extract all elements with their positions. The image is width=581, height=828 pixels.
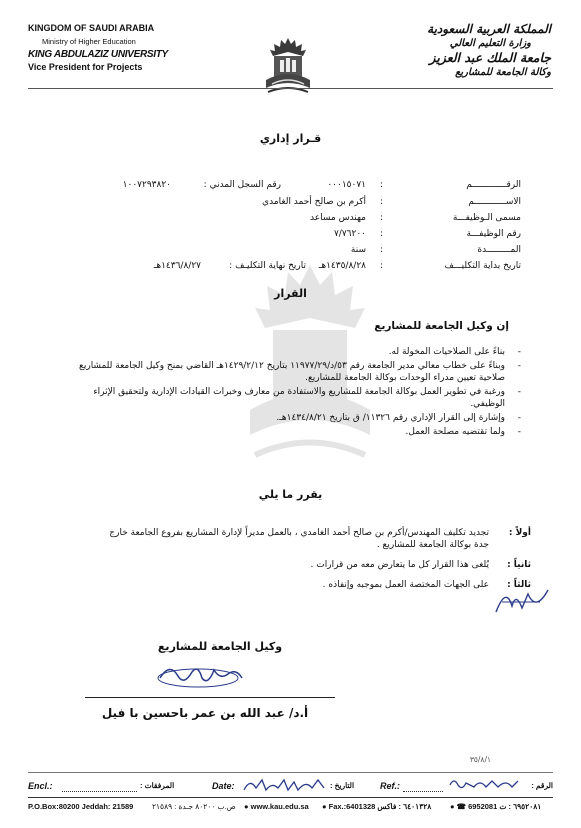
end-value: ١٤٣٦/٨/٢٧هـ xyxy=(153,261,201,271)
job-colon: : xyxy=(380,213,384,223)
ref-dots xyxy=(403,791,443,792)
kingdom-en: KINGDOM OF SAUDI ARABIA xyxy=(28,23,155,33)
signature-title: وكيل الجامعة للمشاريع xyxy=(157,640,283,653)
job-value: مهندس مساعد xyxy=(310,213,366,223)
encl-dots xyxy=(62,791,137,792)
signature-line xyxy=(85,697,335,698)
phone-text: ● ☎ 6952081 ٦٩٥٢٠٨١ : ت xyxy=(450,802,542,811)
date-label: Date: xyxy=(212,781,235,791)
start-value: ١٤٣٥/٨/٢٨هـ xyxy=(318,261,366,271)
header-arabic xyxy=(427,22,551,79)
duration-colon: : xyxy=(380,245,384,255)
preamble-item: - ولما تقتضيه مصلحة العمل. xyxy=(405,427,521,437)
civil-label: رقم السجل المدني : xyxy=(203,180,281,190)
vice-president-en: Vice President for Projects xyxy=(28,62,143,72)
articles-list xyxy=(51,527,531,591)
jobno-label: رقم الوظيفـــة xyxy=(466,229,521,239)
ministry-ar: وزارة التعليم العالي xyxy=(449,38,531,49)
university-ar: جامعة الملك عبد العزيز xyxy=(429,50,551,65)
number-label: الرقـــــــــــــم xyxy=(466,180,521,190)
jobno-value: ٧/٧٦٢٠٠ xyxy=(333,229,366,239)
name-label: الاســــــــــــم xyxy=(468,197,521,207)
vice-intro: إن وكيل الجامعة للمشاريع xyxy=(374,320,509,332)
article-item: ثالثاً : على الجهات المختصة العمل بموجبه وإنفاذه . xyxy=(322,580,531,590)
preamble-item: - بناءً على الصلاحيات المخولة له. xyxy=(388,347,521,357)
article-item: ثانياً : يُلغى هذا القرار كل ما يتعارض معه من قرارات . xyxy=(310,560,531,570)
attachments-ar: المرفقات : xyxy=(140,781,175,790)
start-label: تاريخ بداية التكليـــف xyxy=(444,261,521,271)
name-colon: : xyxy=(380,197,384,207)
header-english xyxy=(28,22,168,74)
pobox-ar: ص.ب ٨٠٢٠٠ جـدة : ٢١٥٨٩ xyxy=(152,802,236,811)
preamble-list xyxy=(61,346,521,438)
start-colon: : xyxy=(380,261,384,271)
duration-value: سنة xyxy=(350,245,366,255)
preamble-item: - وإشارة إلى القرار الإداري رقم ١١٣٢٦/ ق بتاريخ ١٤٣٤/٨/٢١هـ. xyxy=(276,413,521,423)
signer-name: أ.د/ عبد الله بن عمر باحسين با فيل xyxy=(101,706,309,720)
number-ar: الرقم : xyxy=(531,781,553,790)
name-value: أكرم بن صالح أحمد الغامدي xyxy=(262,197,366,207)
encl-label: Encl.: xyxy=(28,781,53,791)
job-label: مسمى الـوظيفـــة xyxy=(452,213,521,223)
footer-bottom-divider xyxy=(28,797,553,798)
ministry-en: Ministry of Higher Education xyxy=(42,37,136,46)
number-colon: : xyxy=(380,180,384,190)
fax-text: ● Fax.:6401328 ٦٤٠١٣٢٨ : فاكس xyxy=(322,802,432,811)
phone-icon: ☎ xyxy=(456,802,466,811)
decision-heading: القرار xyxy=(274,287,307,300)
ref-label: Ref.: xyxy=(380,781,400,791)
document-title: قـرار إداري xyxy=(259,132,322,145)
website-text: ● www.kau.edu.sa xyxy=(244,802,309,811)
end-label: تاريخ نهاية التكليـف : xyxy=(229,261,306,271)
article-item: أولاً : تجديد تكليف المهندس/أكرم بن صالح أحمد الغامدي ، بالعمل مديراً لإدارة المشاريع بفروع الجامعة خارج جدة بوكالة الجامعة للمشاريع . xyxy=(109,528,531,550)
signature-icon xyxy=(150,658,250,692)
number-value: ٠٠٠١٥٠٧١ xyxy=(327,180,366,190)
handwritten-initials-icon xyxy=(492,582,554,618)
date-ar: التاريخ : xyxy=(330,781,355,790)
handwritten-date-icon xyxy=(240,776,328,794)
footer-top-divider xyxy=(28,772,553,773)
header-divider xyxy=(28,88,553,89)
pobox-en: P.O.Box:80200 Jeddah: 21589 xyxy=(28,802,134,811)
initials-note: ٣٥/٨/١ xyxy=(469,755,491,764)
vice-president-ar: وكالة الجامعة للمشاريع xyxy=(455,67,551,78)
civil-value: ١٠٠٧٢٩٣٨٢٠ xyxy=(122,180,171,190)
handwritten-ref-icon xyxy=(446,775,522,793)
duration-label: المـــــــــدة xyxy=(477,245,521,255)
preamble-item: - ورغبة في تطوير العمل بوكالة الجامعة للمشاريع والاستفادة من معارف وخبرات القيادات الإدارية ولتحقيق الإثراء الوظيفي. xyxy=(93,387,521,409)
jobno-colon: : xyxy=(380,229,384,239)
decides-heading: يقرر ما يلي xyxy=(258,488,323,501)
kingdom-ar: المملكة العربية السعودية xyxy=(427,22,551,36)
university-en: KING ABDULAZIZ UNIVERSITY xyxy=(28,49,168,60)
preamble-item: - وبناءً على خطاب معالي مدير الجامعة رقم ٥٣/د/١١٩٧٧/٢٩ بتاريخ ١٤٢٩/٢/١٢هـ القاضي بمنح وكيل الجامعة للمشاريع صلاحية تعيين مدراء الوحدات بوكالة الجامعة للمشاريع. xyxy=(79,361,521,383)
